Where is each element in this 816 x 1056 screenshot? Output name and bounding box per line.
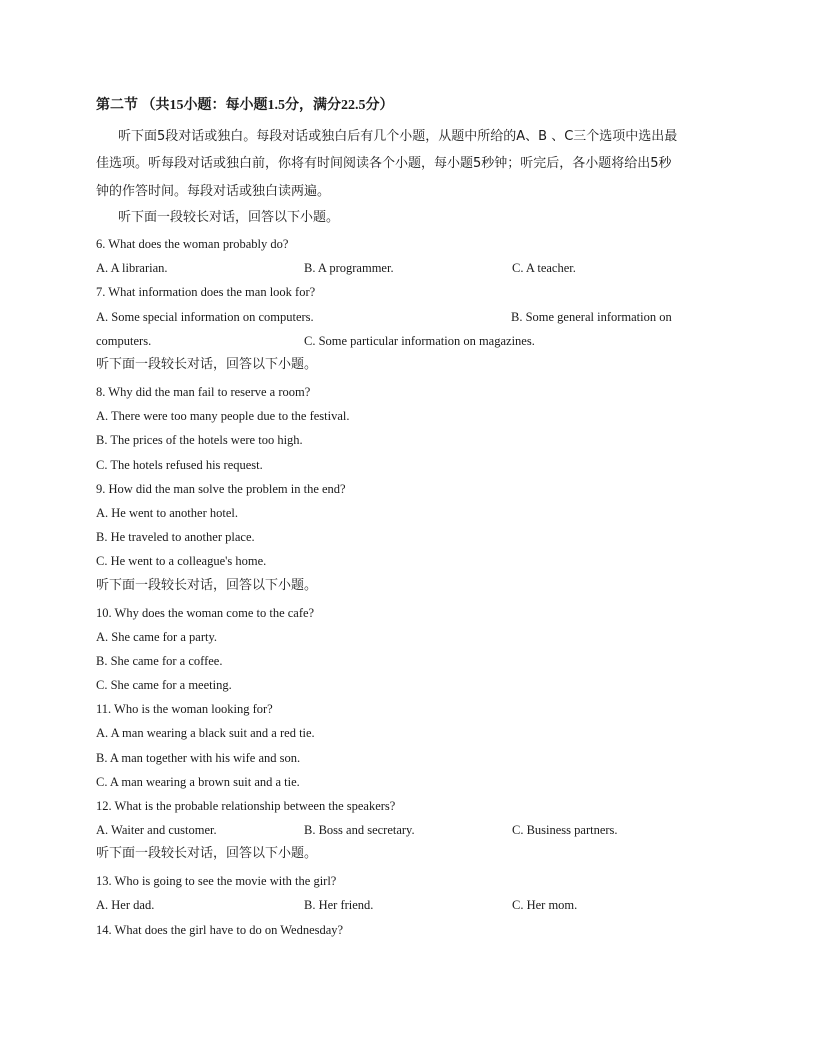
question-6-option-c: C. A teacher. — [512, 261, 576, 275]
question-10-option-c: C. She came for a meeting. — [96, 678, 232, 692]
question-7-stem: 7. What information does the man look for? — [96, 285, 316, 299]
question-13-stem: 13. Who is going to see the movie with the girl? — [96, 874, 337, 888]
question-9-stem: 9. How did the man solve the problem in the end? — [96, 482, 346, 496]
instructions-line-3: 钟的作答时间。每段对话或独白读两遍。 — [96, 184, 331, 199]
question-13-option-b: B. Her friend. — [304, 898, 374, 912]
question-8-option-a: A. There were too many people due to the festival. — [96, 409, 350, 423]
question-10-option-a: A. She came for a party. — [96, 630, 218, 644]
question-8-option-b: B. The prices of the hotels were too high. — [96, 433, 303, 447]
question-11-stem: 11. Who is the woman looking for? — [96, 702, 273, 716]
question-6-stem: 6. What does the woman probably do? — [96, 237, 289, 251]
question-14-stem: 14. What does the girl have to do on Wednesday? — [96, 923, 344, 937]
question-9-option-c: C. He went to a colleague's home. — [96, 554, 267, 568]
question-9-option-b: B. He traveled to another place. — [96, 530, 255, 544]
question-12-option-b: B. Boss and secretary. — [304, 823, 415, 837]
question-12-option-c: C. Business partners. — [512, 823, 618, 837]
question-11-option-c: C. A man wearing a brown suit and a tie. — [96, 775, 300, 789]
question-12-option-a: A. Waiter and customer. — [96, 823, 217, 837]
question-13-option-a: A. Her dad. — [96, 898, 155, 912]
question-7-option-c: C. Some particular information on magazines. — [304, 334, 535, 348]
section-title: 第二节 （共15小题：每小题1.5分，满分22.5分） — [96, 98, 394, 113]
question-6-option-b: B. A programmer. — [304, 261, 394, 275]
question-6-option-a: A. A librarian. — [96, 261, 168, 275]
question-8-option-c: C. The hotels refused his request. — [96, 458, 263, 472]
instructions-line-2: 佳选项。听每段对话或独白前，你将有时间阅读各个小题，每小题5秒钟；听完后，各小题将给出5秒 — [96, 156, 672, 171]
question-11-option-a: A. A man wearing a black suit and a red tie. — [96, 726, 315, 740]
question-13-option-c: C. Her mom. — [512, 898, 578, 912]
question-7-option-b: B. Some general information on — [511, 310, 672, 324]
listen-prompt-3: 听下面一段较长对话，回答以下小题。 — [96, 578, 318, 593]
instructions-line-1: 听下面5段对话或独白。每段对话或独白后有几个小题，从题中所给的A、B 、C三个选项中选出最 — [118, 129, 678, 144]
listen-prompt-2: 听下面一段较长对话，回答以下小题。 — [96, 357, 318, 372]
question-9-option-a: A. He went to another hotel. — [96, 506, 238, 520]
listen-prompt-4: 听下面一段较长对话，回答以下小题。 — [96, 846, 318, 861]
question-7-option-a: A. Some special information on computers. — [96, 310, 314, 324]
question-10-stem: 10. Why does the woman come to the cafe? — [96, 606, 315, 620]
question-7-option-b-continued: computers. — [96, 334, 152, 348]
listen-prompt-1: 听下面一段较长对话，回答以下小题。 — [118, 210, 340, 225]
question-12-stem: 12. What is the probable relationship between the speakers? — [96, 799, 396, 813]
question-8-stem: 8. Why did the man fail to reserve a room? — [96, 385, 311, 399]
question-10-option-b: B. She came for a coffee. — [96, 654, 223, 668]
question-11-option-b: B. A man together with his wife and son. — [96, 751, 301, 765]
